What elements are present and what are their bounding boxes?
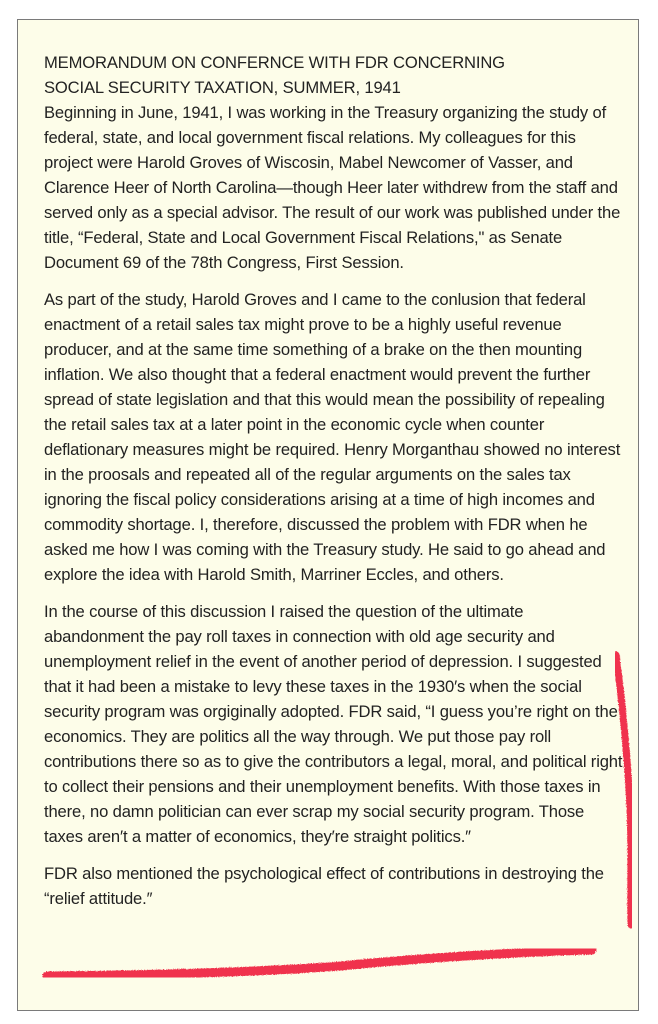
memo-title-line-2: SOCIAL SECURITY TAXATION, SUMMER, 1941 xyxy=(44,78,401,97)
paragraph-treasury-study: Beginning in June, 1941, I was working in the Treasury organizing the study of federal, state, and local government fiscal relations. My colleagues for this project were Harold Groves of Wiscosin, Mabel Newcomer of Vasser, and Clarence Heer of North Carolina—though Heer later withdrew from the staff and served only as a special advisor. The result of our work was published under the title, “Federal, State and Local Government Fiscal Relations," as Senate Document 69 of the 78th Congress, First Session. xyxy=(44,103,621,272)
memo-title xyxy=(44,50,624,100)
paragraph-payroll-taxes: In the course of this discussion I raised the question of the ultimate abandonment the pay roll taxes in connection with old age security and unemployment relief in the event of another period of depression. I suggested that it had been a mistake to levy these taxes in the 1930′s when the social security program was orgiginally adopted. FDR said, “I guess you’re right on the economics. They are politics all the way through. We put those pay roll contributions there so as to give the contributors a legal, moral, and political right to collect their pensions and their unemployment benefits. With those taxes in there, no damn politician can ever scrap my social security program. Those taxes aren′t a matter of economics, they′re straight politics.″ xyxy=(44,602,623,846)
memo-title-line-1: MEMORANDUM ON CONFERNCE WITH FDR CONCERNING xyxy=(44,53,505,72)
paragraph-relief-attitude: FDR also mentioned the psychological effect of contributions in destroying the “relief attitude.″ xyxy=(44,864,604,908)
paragraph-sales-tax: As part of the study, Harold Groves and I came to the conlusion that federal enactment of a retail sales tax might prove to be a highly useful revenue producer, and at the same time something of a brake on the then mounting inflation. We also thought that a federal enactment would prevent the further spread of state legislation and that this would mean the possibility of repealing the retail sales tax at a later point in the economic cycle when counter deflationary measures might be required. Henry Morganthau showed no interest in the proosals and repeated all of the regular arguments on the sales tax ignoring the fiscal policy considerations arising at a time of high incomes and commodity shortage. I, therefore, discussed the problem with FDR when he asked me how I was coming with the Treasury study. He said to go ahead and explore the idea with Harold Smith, Marriner Eccles, and others. xyxy=(44,290,621,584)
memo-content xyxy=(44,50,624,923)
